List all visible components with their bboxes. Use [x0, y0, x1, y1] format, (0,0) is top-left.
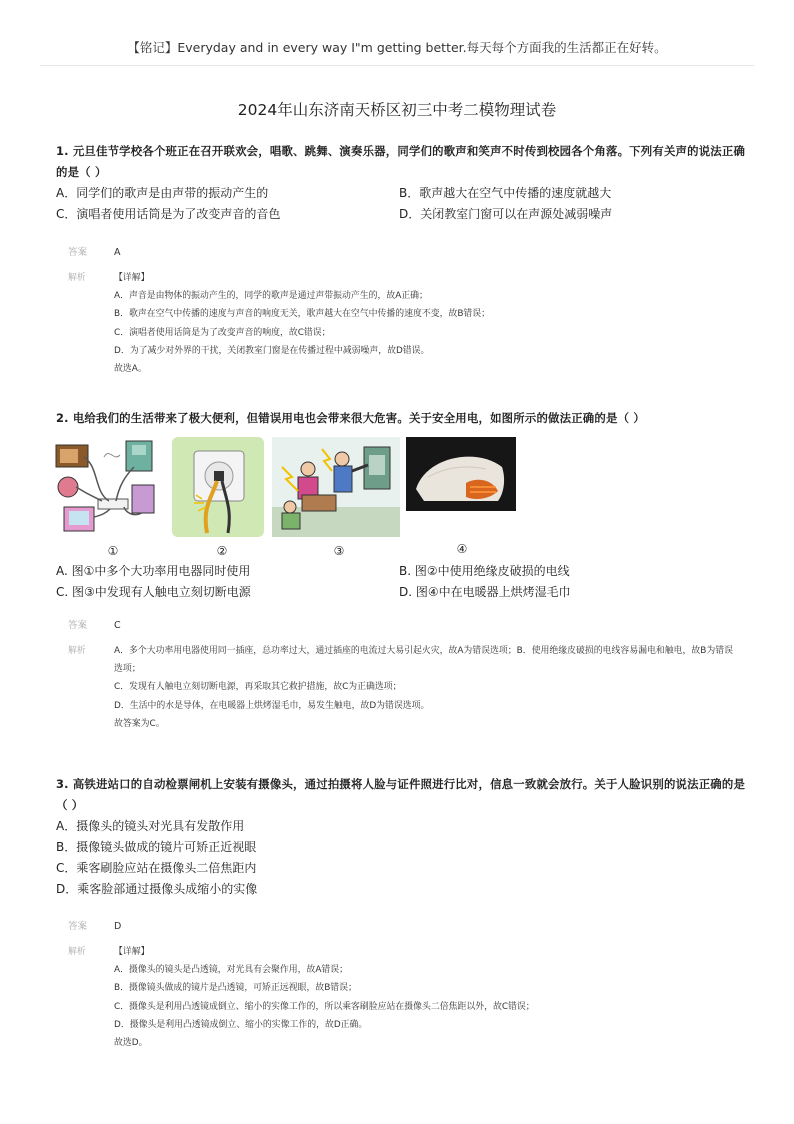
analysis-line: 故答案为C。	[114, 718, 165, 729]
heater-wet-towel-photo	[406, 437, 516, 511]
figure-1	[54, 437, 172, 559]
analysis-line: C．摄像头是利用凸透镜成倒立、缩小的实像工作的，所以乘客刷脸应站在摄像头二倍焦距以外，故C错误；	[114, 1001, 535, 1012]
question-2-stem: 2. 电给我们的生活带来了极大便利，但错误用电也会带来很大危害。关于安全用电，如图所示的做法正确的是（ ）	[56, 411, 645, 425]
answer-value: A	[114, 247, 121, 258]
header-divider	[40, 65, 754, 66]
analysis-line: C．演唱者使用话筒是为了改变声音的响度，故C错误；	[114, 327, 331, 338]
figure-3	[272, 437, 406, 559]
question-2-options	[56, 561, 746, 603]
analysis-line: D．为了减少对外界的干扰，关闭教室门窗是在传播过程中减弱噪声，故D错误。	[114, 345, 430, 356]
option-c: C．乘客刷脸应站在摄像头二倍焦距内	[56, 861, 257, 875]
analysis-line: C．发现有人触电立刻切断电源，再采取其它救护措施，故C为正确选项；	[114, 682, 402, 693]
analysis-line: D．摄像头是利用凸透镜成倒立、缩小的实像工作的，故D正确。	[114, 1019, 368, 1030]
answer-label: 答案	[68, 921, 88, 932]
option-c: C．演唱者使用话筒是为了改变声音的音色	[56, 207, 281, 221]
analysis-label: 解析	[68, 273, 86, 283]
option-a: A．同学们的歌声是由声带的振动产生的	[56, 186, 269, 200]
option-d: D. 图④中在电暖器上烘烤湿毛巾	[399, 585, 571, 599]
answer-label: 答案	[68, 247, 88, 258]
option-a: A. 图①中多个大功率用电器同时使用	[56, 564, 251, 578]
question-2-answer	[56, 617, 746, 634]
question-3	[56, 774, 746, 1052]
option-d: D．乘客脸部通过摄像头成缩小的实像	[56, 882, 258, 896]
question-3-stem: 3. 高铁进站口的自动检票闸机上安装有摄像头，通过拍摄将人脸与证件照进行比对，信息一致就会放行。关于人脸识别的说法正确的是（ ）	[56, 777, 746, 812]
question-3-answer	[56, 918, 746, 935]
option-a: A．摄像头的镜头对光具有发散作用	[56, 819, 245, 833]
question-2-figures	[54, 437, 746, 559]
analysis-line: 【详解】	[114, 947, 150, 957]
analysis-line: B．摄像镜头做成的镜片是凸透镜，可矫正远视眼，故B错误；	[114, 983, 357, 994]
analysis-line: A．多个大功率用电器使用同一插座，总功率过大，通过插座的电流过大易引起火灾，故A为错误选项；B．使用绝缘皮破损的电线容易漏电和触电，故B为错误选项；	[114, 646, 733, 675]
analysis-line: A．摄像头的镜头是凸透镜，对光具有会聚作用，故A错误；	[114, 965, 349, 976]
question-2	[56, 408, 746, 733]
analysis-line: D．生活中的水是导体，在电暖器上烘烤湿毛巾，易发生触电，故D为错误选项。	[114, 700, 430, 711]
answer-value: D	[114, 921, 122, 932]
figure-2-number: ②	[216, 544, 228, 558]
option-b: B. 图②中使用绝缘皮破损的电线	[399, 564, 570, 578]
overloaded-outlet-illustration	[54, 437, 164, 537]
answer-value: C	[114, 620, 121, 631]
figure-4	[406, 437, 518, 557]
analysis-label: 解析	[68, 947, 86, 957]
page-title: 2024年山东济南天桥区初三中考二模物理试卷	[237, 101, 557, 119]
answer-label: 答案	[68, 620, 88, 631]
question-1	[56, 141, 746, 378]
question-3-analysis	[56, 943, 746, 1052]
header-motto: 【铭记】Everyday and in every way I"m getting better.每天每个方面我的生活都正在好转。	[127, 40, 667, 55]
option-c: C. 图③中发现有人触电立刻切断电源	[56, 585, 251, 599]
analysis-line: B．歌声在空气中传播的速度与声音的响度无关，歌声越大在空气中传播的速度不变，故B错误；	[114, 309, 491, 320]
figure-2	[172, 437, 272, 559]
figure-3-number: ③	[333, 544, 345, 558]
analysis-line: 故选D。	[114, 1038, 148, 1049]
analysis-line: 故选A。	[114, 364, 147, 375]
figure-1-number: ①	[107, 544, 119, 558]
option-b: B．摄像镜头做成的镜片可矫正近视眼	[56, 840, 257, 854]
question-1-analysis	[56, 269, 746, 378]
figure-4-number: ④	[456, 542, 468, 556]
analysis-label: 解析	[68, 646, 86, 656]
question-2-analysis	[56, 642, 746, 733]
damaged-wire-illustration	[172, 437, 264, 537]
analysis-line: A．声音是由物体的振动产生的，同学的歌声是通过声带振动产生的，故A正确；	[114, 291, 428, 302]
electric-shock-rescue-illustration	[272, 437, 400, 537]
question-1-answer	[56, 244, 746, 261]
option-b: B．歌声越大在空气中传播的速度就越大	[399, 186, 612, 200]
analysis-line: 【详解】	[114, 273, 150, 283]
question-1-options	[56, 183, 746, 225]
question-1-stem: 1. 元旦佳节学校各个班正在召开联欢会，唱歌、跳舞、演奏乐器，同学们的歌声和笑声不时传到校园各个角落。下列有关声的说法正确的是（ ）	[56, 144, 746, 179]
question-3-options	[56, 816, 746, 900]
option-d: D．关闭教室门窗可以在声源处减弱噪声	[399, 207, 613, 221]
